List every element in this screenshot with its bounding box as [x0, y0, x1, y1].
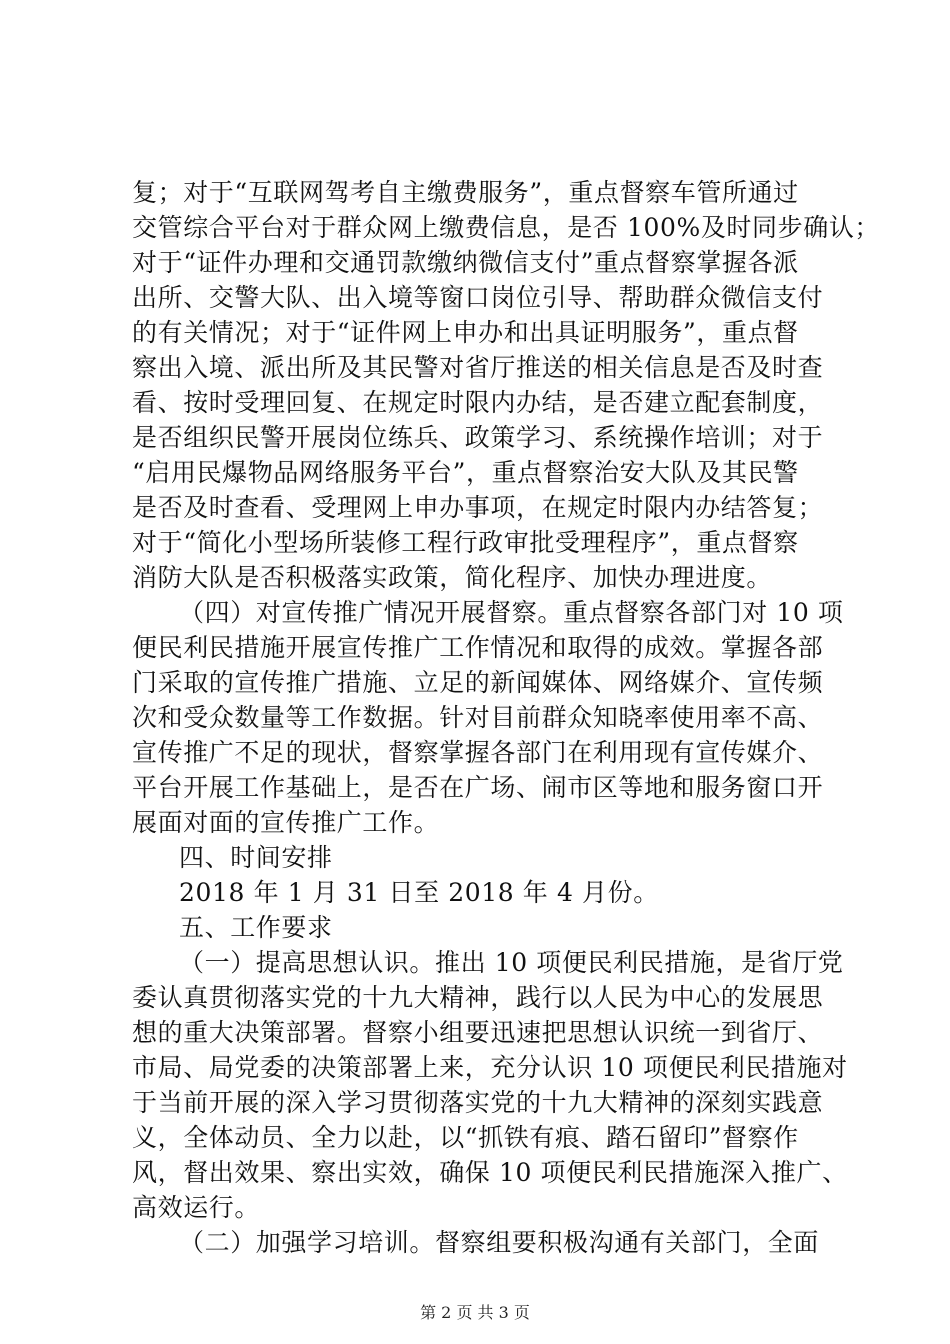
text-line: 出所、交警大队、出入境等窗口岗位引导、帮助群众微信支付: [132, 283, 824, 312]
text-line: 想的重大决策部署。督察小组要迅速把思想认识统一到省厅、: [132, 1018, 824, 1047]
text-line: 消防大队是否积极落实政策，简化程序、加快办理进度。: [132, 563, 773, 592]
section-heading: 五、工作要求: [179, 913, 333, 942]
text-line: 风，督出效果、察出实效，确保 10 项便民利民措施深入推广、: [132, 1158, 848, 1187]
section-heading: （一）提高思想认识。推出 10 项便民利民措施，是省厅党: [179, 948, 844, 977]
text-line: 次和受众数量等工作数据。针对目前群众知晓率使用率不高、: [132, 703, 824, 732]
page-number-footer: 第 2 页 共 3 页: [420, 1303, 530, 1322]
text-line: 委认真贯彻落实党的十九大精神，践行以人民为中心的发展思: [132, 983, 824, 1012]
text-line: 是否组织民警开展岗位练兵、政策学习、系统操作培训；对于: [132, 423, 824, 452]
text-line: 的有关情况；对于“证件网上申办和出具证明服务”，重点督: [132, 318, 799, 347]
text-line: 门采取的宣传推广措施、立足的新闻媒体、网络媒介、宣传频: [132, 668, 824, 697]
section-heading: （四）对宣传推广情况开展督察。重点督察各部门对 10 项: [179, 598, 844, 627]
text-line: 义，全体动员、全力以赴，以“抓铁有痕、踏石留印”督察作: [132, 1123, 799, 1152]
text-line: 市局、局党委的决策部署上来，充分认识 10 项便民利民措施对: [132, 1053, 848, 1082]
section-heading: （二）加强学习培训。督察组要积极沟通有关部门，全面: [179, 1228, 820, 1257]
text-line: 看、按时受理回复、在规定时限内办结，是否建立配套制度，: [132, 388, 824, 417]
section-heading: 四、时间安排: [179, 843, 333, 872]
text-line: 于当前开展的深入学习贯彻落实党的十九大精神的深刻实践意: [132, 1088, 824, 1117]
text-line: “启用民爆物品网络服务平台”，重点督察治安大队及其民警: [132, 458, 799, 487]
text-line: 平台开展工作基础上，是否在广场、闹市区等地和服务窗口开: [132, 773, 824, 802]
text-line: 宣传推广不足的现状，督察掌握各部门在利用现有宣传媒介、: [132, 738, 824, 767]
text-line: 复；对于“互联网驾考自主缴费服务”，重点督察车管所通过: [132, 178, 799, 207]
text-line: 是否及时查看、受理网上申办事项，在规定时限内办结答复；: [132, 493, 824, 522]
text-line: 察出入境、派出所及其民警对省厅推送的相关信息是否及时查: [132, 353, 824, 382]
text-line: 高效运行。: [132, 1193, 261, 1222]
text-line: 对于“证件办理和交通罚款缴纳微信支付”重点督察掌握各派: [132, 248, 799, 277]
text-line: 对于“简化小型场所装修工程行政审批受理程序”，重点督察: [132, 528, 799, 557]
text-line: 2018 年 1 月 31 日至 2018 年 4 月份。: [179, 878, 659, 907]
text-line: 便民利民措施开展宣传推广工作情况和取得的成效。掌握各部: [132, 633, 824, 662]
text-line: 展面对面的宣传推广工作。: [132, 808, 440, 837]
text-line: 交管综合平台对于群众网上缴费信息，是否 100%及时同步确认；: [132, 213, 881, 242]
